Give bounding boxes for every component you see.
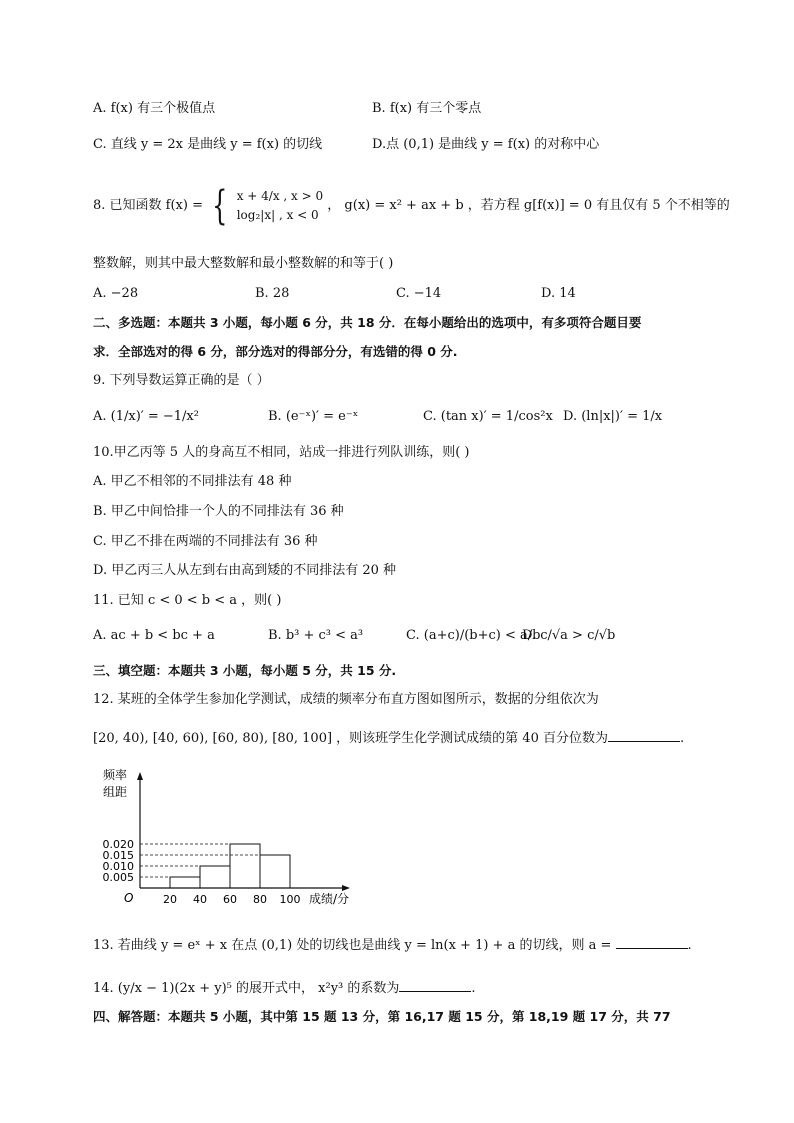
q10-option-a: A. 甲乙不相邻的不同排法有 48 种 bbox=[93, 474, 292, 489]
x-axis-arrow bbox=[342, 885, 350, 891]
piecewise-definition bbox=[237, 187, 323, 225]
x-tick-label: 40 bbox=[193, 893, 207, 906]
q11-option-a: A. ac + b < bc + a bbox=[93, 628, 215, 643]
y-tick-label: 0.005 bbox=[102, 871, 134, 884]
section2-heading-line1: 二、多选题：本题共 3 小题，每小题 6 分，共 18 分．在每小题给出的选项中，有多项符合题目要 bbox=[93, 315, 642, 330]
x-tick-label: 20 bbox=[163, 893, 177, 906]
section3-heading: 三、填空题：本题共 3 小题，每小题 5 分，共 15 分. bbox=[93, 663, 397, 678]
q8-rest: ， g(x) = x² + ax + b ，若方程 g[f(x)] = 0 有且仅有 5 个不相等的 bbox=[327, 198, 730, 213]
y-tick-label: 0.020 bbox=[102, 838, 134, 851]
q7-option-b: B. f(x) 有三个零点 bbox=[372, 101, 482, 116]
y-tick-label: 0.015 bbox=[102, 849, 134, 862]
q14-end: . bbox=[471, 981, 476, 996]
histogram-bar bbox=[260, 855, 290, 888]
piecewise-brace: { bbox=[212, 182, 228, 229]
q7-option-c: C. 直线 y = 2x 是曲线 y = f(x) 的切线 bbox=[93, 137, 323, 152]
q8-option-c: C. −14 bbox=[396, 286, 442, 301]
q7-option-d: D.点 (0,1) 是曲线 y = f(x) 的对称中心 bbox=[372, 137, 600, 152]
q10-option-b: B. 甲乙中间恰排一个人的不同排法有 36 种 bbox=[93, 504, 344, 519]
q13-end: . bbox=[687, 938, 692, 953]
y-axis-arrow bbox=[137, 772, 143, 780]
q9-option-b: B. (e⁻ˣ)′ = e⁻ˣ bbox=[268, 409, 359, 424]
q12-intervals-text: [20, 40), [40, 60), [60, 80), [80, 100] ，则该班学生化学测试成绩的第 40 百分位数为 bbox=[93, 731, 608, 746]
answer-blank[interactable] bbox=[616, 934, 688, 949]
section4-heading: 四、解答题：本题共 5 小题，其中第 15 题 13 分，第 16,17 题 15 分，第 18,19 题 17 分，共 77 bbox=[93, 1009, 671, 1024]
q9-option-a: A. (1/x)′ = −1/x² bbox=[93, 409, 199, 424]
histogram-bar bbox=[200, 866, 230, 888]
q8-option-a: A. −28 bbox=[93, 286, 139, 301]
q14-line bbox=[93, 977, 476, 998]
piece-1: x + 4/x , x > 0 bbox=[236, 188, 324, 203]
y-axis-label-top: 频率 bbox=[103, 768, 128, 782]
q11-stem: 11. 已知 c < 0 < b < a ，则( ) bbox=[93, 593, 282, 608]
q11-option-b: B. b³ + c³ < a³ bbox=[268, 628, 364, 643]
section2-heading-line2: 求．全部选对的得 6 分，部分选对的得部分分，有选错的得 0 分. bbox=[93, 344, 458, 359]
q13-text: 13. 若曲线 y = eˣ + x 在点 (0,1) 处的切线也是曲线 y = ln(x + 1) + a 的切线，则 a = bbox=[93, 938, 612, 953]
q12-line1: 12. 某班的全体学生参加化学测试，成绩的频率分布直方图如图所示，数据的分组依次为 bbox=[93, 692, 599, 707]
y-axis-label-bottom: 组距 bbox=[103, 785, 128, 799]
x-tick-label: 80 bbox=[253, 893, 267, 906]
piece-2: log₂|x| , x < 0 bbox=[236, 207, 319, 222]
q11-option-c: C. (a+c)/(b+c) < a/b bbox=[406, 628, 541, 643]
q8-option-b: B. 28 bbox=[255, 286, 290, 301]
q8-line1 bbox=[93, 182, 730, 230]
x-axis-label: 成绩/分 bbox=[309, 892, 350, 906]
histogram-bar bbox=[170, 877, 200, 888]
q8-option-d: D. 14 bbox=[541, 286, 576, 301]
answer-blank[interactable] bbox=[608, 727, 680, 742]
q9-option-c: C. (tan x)′ = 1/cos²x bbox=[423, 409, 553, 424]
q12-end: . bbox=[679, 731, 685, 746]
frequency-histogram bbox=[95, 765, 365, 915]
q8-lead: 8. 已知函数 f(x) = bbox=[93, 198, 203, 213]
q10-option-d: D. 甲乙丙三人从左到右由高到矮的不同排法有 20 种 bbox=[93, 563, 397, 578]
q10-stem: 10.甲乙丙等 5 人的身高互不相同，站成一排进行列队训练，则( ) bbox=[93, 445, 470, 460]
origin-label: O bbox=[124, 891, 134, 905]
x-tick-label: 100 bbox=[279, 893, 301, 906]
x-tick-label: 60 bbox=[223, 893, 237, 906]
histogram-bar bbox=[230, 844, 260, 888]
q12-line2 bbox=[93, 727, 684, 748]
q8-line2: 整数解，则其中最大整数解和最小整数解的和等于( ) bbox=[93, 256, 394, 271]
q9-option-d: D. (ln|x|)′ = 1/x bbox=[563, 409, 663, 424]
y-tick-label: 0.010 bbox=[102, 860, 134, 873]
answer-blank[interactable] bbox=[399, 977, 471, 992]
q13-line bbox=[93, 934, 692, 955]
q14-text: 14. (y/x − 1)(2x + y)⁵ 的展开式中， x²y³ 的系数为 bbox=[93, 981, 400, 996]
q11-option-d: D. c/√a > c/√b bbox=[522, 628, 616, 643]
q7-option-a: A. f(x) 有三个极值点 bbox=[93, 101, 216, 116]
q10-option-c: C. 甲乙不排在两端的不同排法有 36 种 bbox=[93, 534, 318, 549]
q9-stem: 9. 下列导数运算正确的是（ ） bbox=[93, 373, 270, 388]
